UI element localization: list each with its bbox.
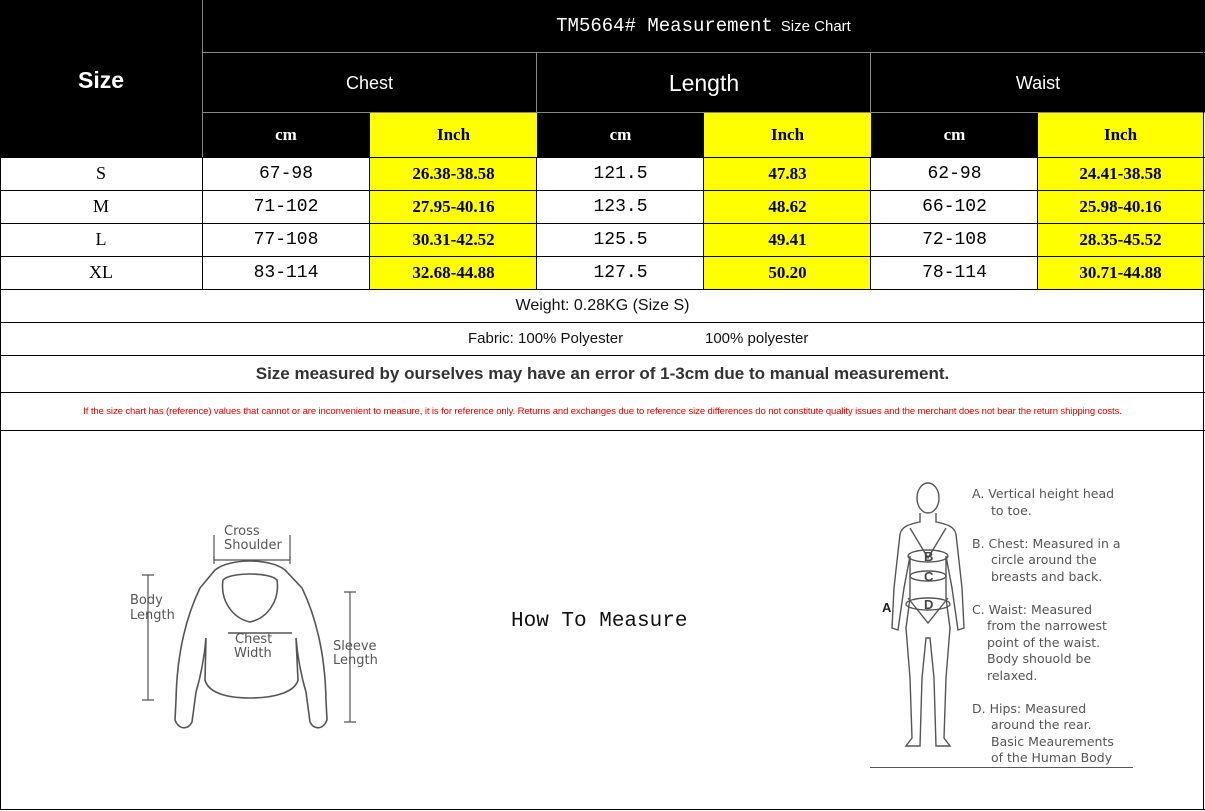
legend-a-line1: A. Vertical height head bbox=[972, 486, 1115, 501]
size-cell: L bbox=[95, 229, 107, 249]
legend-c-line3: point of the waist. bbox=[987, 635, 1101, 650]
chest-cm-cell: 71-102 bbox=[253, 196, 319, 217]
chest-inch-cell: 26.38-38.58 bbox=[412, 163, 495, 183]
legend-b-line3: breasts and back. bbox=[991, 569, 1103, 584]
chest-inch-cell: 30.31-42.52 bbox=[412, 229, 495, 249]
waist-inch-cell: 28.35-45.52 bbox=[1079, 229, 1162, 249]
cross-shoulder-arrow bbox=[214, 556, 290, 564]
size-cell: S bbox=[95, 163, 106, 183]
chest-cm-cell: 67-98 bbox=[258, 163, 313, 184]
legend-d-line2: around the rear. bbox=[991, 717, 1092, 732]
fabric-note: Fabric: 100% Polyester bbox=[468, 330, 624, 347]
waist-inch-cell: 30.71-44.88 bbox=[1079, 262, 1162, 282]
waist-inch-cell: 24.41-38.58 bbox=[1079, 163, 1162, 183]
size-cell: M bbox=[92, 196, 109, 216]
disclaimer-note: If the size chart has (reference) values that cannot or are inconvenient to measure, it is for reference only. Returns and exchanges due to reference size differences do not constitute quality issues and the merchant does not bear the return shipping costs. bbox=[83, 406, 1122, 417]
grid-line bbox=[0, 223, 1205, 224]
label-shoulder: Shoulder bbox=[224, 538, 282, 553]
grid-line bbox=[0, 157, 1205, 158]
grid-line bbox=[0, 157, 1, 810]
legend-c-line1: C. Waist: Measured bbox=[972, 602, 1093, 617]
group-length-label: Length bbox=[668, 69, 740, 96]
label-body: Body bbox=[130, 593, 163, 608]
waist-cm-cell: 62-98 bbox=[927, 163, 982, 184]
label-cross: Cross bbox=[224, 524, 260, 539]
legend-c-line4: Body shouold be bbox=[987, 651, 1092, 666]
unit-waist-inch: Inch bbox=[1103, 125, 1138, 144]
table-row bbox=[0, 157, 1205, 190]
grid-line bbox=[202, 157, 203, 289]
chest-cm-cell: 83-114 bbox=[253, 262, 319, 283]
waist-inch-cell: 25.98-40.16 bbox=[1079, 196, 1162, 216]
legend-d-line4: of the Human Body bbox=[991, 750, 1113, 765]
body-head bbox=[917, 483, 939, 513]
grid-line bbox=[369, 113, 370, 289]
grid-line bbox=[703, 113, 704, 289]
label-sleeve: Sleeve bbox=[333, 639, 377, 654]
table-row bbox=[0, 190, 1205, 223]
unit-waist-cm: cm bbox=[943, 125, 966, 144]
legend-b-line2: circle around the bbox=[991, 552, 1097, 567]
chart-title-suffix: Size Chart bbox=[780, 17, 851, 35]
grid-line bbox=[1037, 113, 1038, 289]
unit-length-cm: cm bbox=[609, 125, 632, 144]
waist-cm-cell: 78-114 bbox=[922, 262, 987, 283]
chest-inch-cell: 27.95-40.16 bbox=[412, 196, 495, 216]
legend-d-line1: D. Hips: Measured bbox=[972, 701, 1087, 716]
body-figure-diagram bbox=[880, 478, 980, 753]
marker-b: B bbox=[924, 549, 934, 564]
grid-line bbox=[0, 256, 1205, 257]
grid-line bbox=[536, 157, 537, 289]
legend-c-line5: relaxed. bbox=[987, 668, 1038, 683]
label-body-length: Length bbox=[130, 608, 175, 623]
fabric-note-secondary: 100% polyester bbox=[705, 330, 809, 347]
length-inch-cell: 47.83 bbox=[768, 163, 807, 183]
waist-cm-cell: 72-108 bbox=[922, 229, 987, 250]
unit-chest-cm: cm bbox=[275, 125, 297, 144]
size-header-label: Size bbox=[77, 66, 125, 93]
marker-d: D bbox=[924, 597, 934, 612]
length-cm-cell: 125.5 bbox=[593, 229, 648, 250]
legend-d-line3: Basic Meaurements bbox=[991, 734, 1114, 749]
length-cm-cell: 121.5 bbox=[593, 163, 648, 184]
label-chest: Chest bbox=[235, 632, 273, 647]
marker-c: C bbox=[924, 569, 934, 584]
how-to-measure-title: How To Measure bbox=[511, 610, 688, 633]
body-outline bbox=[892, 513, 964, 746]
table-row bbox=[0, 256, 1205, 289]
grid-line bbox=[0, 190, 1205, 191]
marker-a: A bbox=[882, 600, 892, 615]
length-inch-cell: 49.41 bbox=[768, 229, 807, 249]
error-note: Size measured by ourselves may have an error of 1-3cm due to manual measurement. bbox=[255, 364, 950, 383]
unit-chest-inch: Inch bbox=[436, 125, 471, 144]
length-inch-cell: 50.20 bbox=[768, 262, 807, 282]
waist-cm-cell: 66-102 bbox=[922, 196, 987, 217]
grid-line bbox=[0, 430, 1205, 431]
group-chest-label: Chest bbox=[345, 72, 394, 93]
chart-title-code: TM5664# Measurement bbox=[556, 15, 773, 37]
chest-inch-cell: 32.68-44.88 bbox=[412, 262, 495, 282]
size-cell: XL bbox=[89, 262, 113, 282]
legend-c-line2: from the narrowest bbox=[987, 618, 1107, 633]
length-cm-cell: 123.5 bbox=[593, 196, 648, 217]
grid-line bbox=[870, 157, 871, 289]
legend-a-line2: to toe. bbox=[991, 503, 1032, 518]
label-width: Width bbox=[234, 646, 272, 661]
body-baseline bbox=[870, 767, 1133, 768]
weight-note: Weight: 0.28KG (Size S) bbox=[515, 297, 690, 314]
group-waist-label: Waist bbox=[1015, 72, 1061, 93]
sweater-hood bbox=[223, 574, 278, 622]
length-cm-cell: 127.5 bbox=[593, 262, 648, 283]
legend-b-line1: B. Chest: Measured in a bbox=[972, 536, 1121, 551]
unit-length-inch: Inch bbox=[770, 125, 805, 144]
chest-cm-cell: 77-108 bbox=[253, 229, 319, 250]
table-row bbox=[0, 223, 1205, 256]
grid-line bbox=[0, 809, 1205, 810]
label-sleeve-length: Length bbox=[333, 653, 378, 668]
chart-title bbox=[202, 0, 1205, 52]
length-inch-cell: 48.62 bbox=[768, 196, 807, 216]
sweater-diagram bbox=[120, 440, 400, 740]
